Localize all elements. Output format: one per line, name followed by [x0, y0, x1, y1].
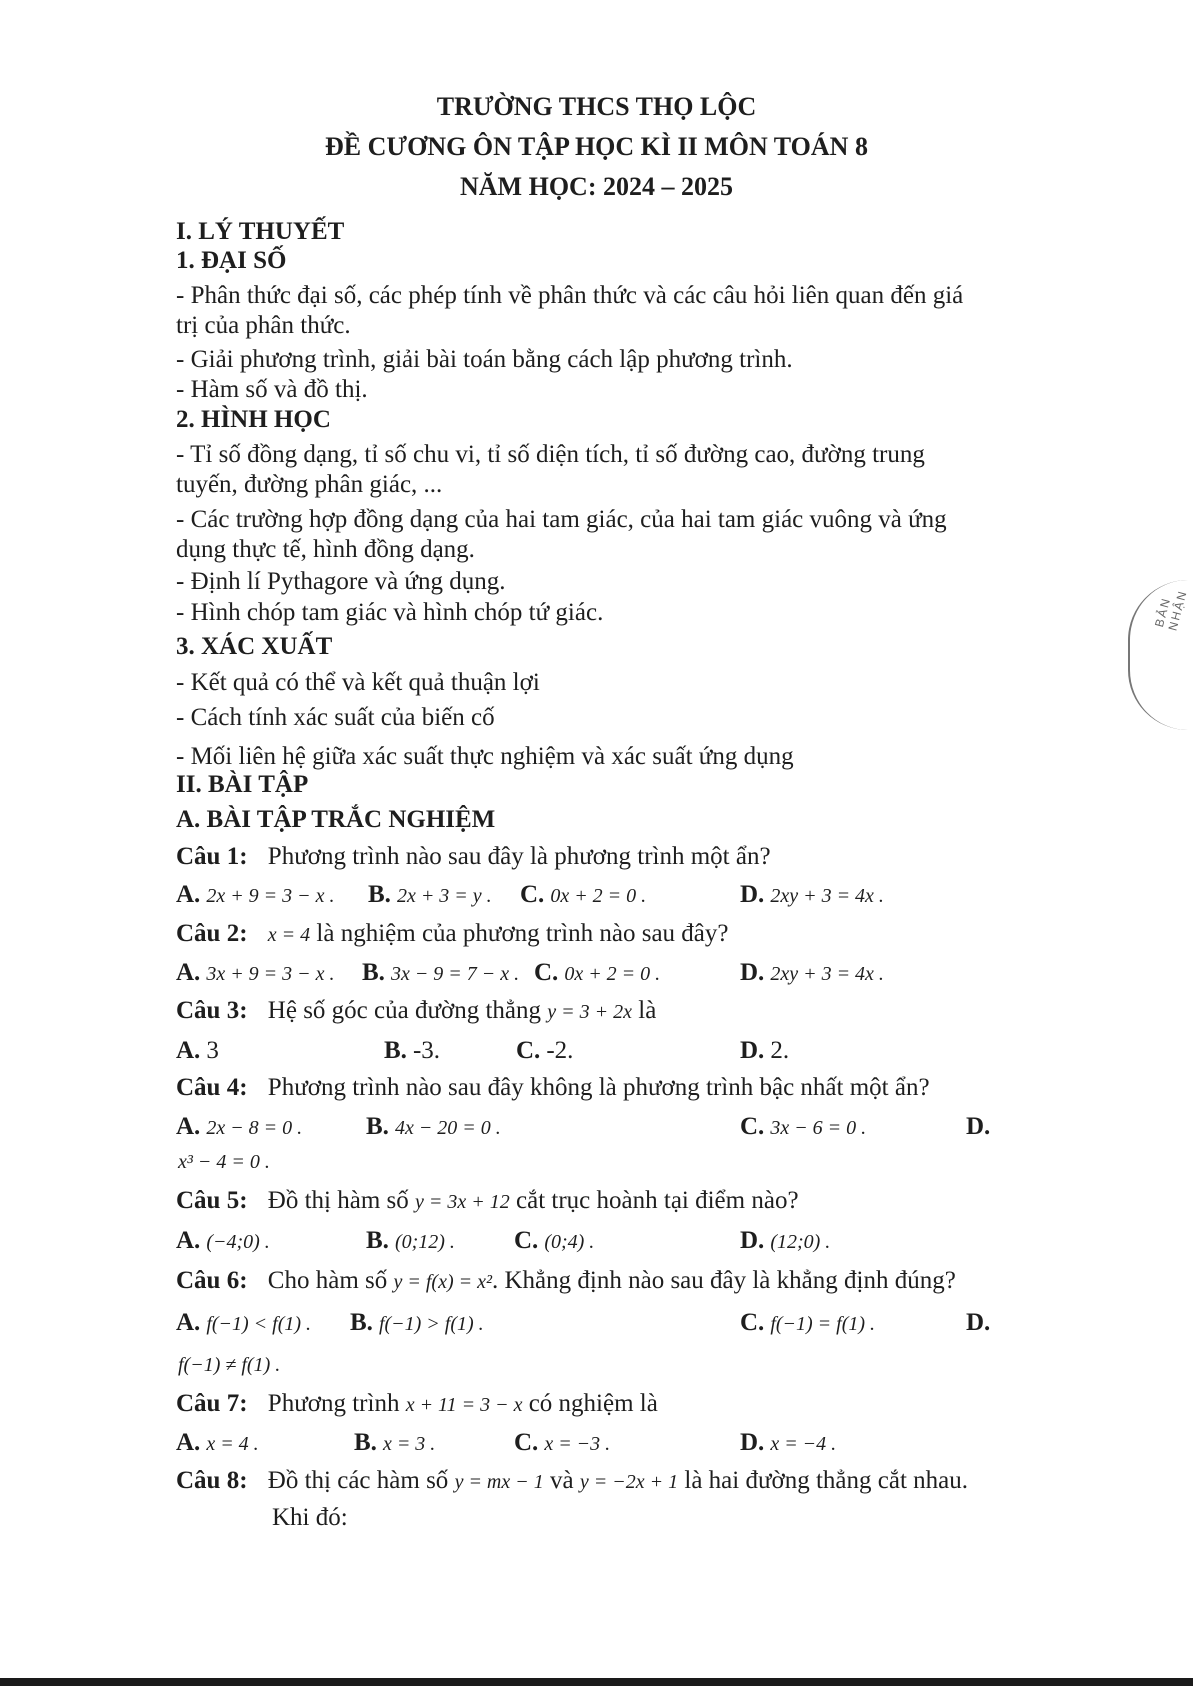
option-c: C. -2. — [516, 1037, 574, 1064]
question-label: Câu 4: — [176, 1074, 248, 1101]
option-b: B. f(−1) > f(1) . — [350, 1309, 484, 1336]
probability-heading: 3. XÁC XUẤT — [176, 633, 333, 660]
geometry-item: dụng thực tế, hình đồng dạng. — [176, 536, 475, 563]
option-c: C. 0x + 2 = 0 . — [520, 881, 647, 908]
question-5 — [176, 1186, 799, 1217]
geometry-item: - Tỉ số đồng dạng, tỉ số chu vi, tỉ số diện tích, tỉ số đường cao, đường trung — [176, 441, 925, 468]
algebra-item: - Hàm số và đồ thị. — [176, 376, 368, 403]
question-math: x = 4 — [267, 924, 311, 946]
question-text-end: cắt trục hoành tại điểm nào? — [516, 1187, 799, 1214]
question-text: là nghiệm của phương trình nào sau đây? — [316, 920, 729, 947]
probability-item: - Cách tính xác suất của biến cố — [176, 704, 495, 731]
question-text: Phương trình nào sau đây là phương trình một ẩn? — [267, 843, 771, 870]
option-a: A. f(−1) < f(1) . — [176, 1309, 312, 1336]
option-b: B. 3x − 9 = 7 − x . — [362, 959, 520, 986]
option-a: A. 3 — [176, 1037, 219, 1064]
question-math: y = mx − 1 — [454, 1471, 544, 1493]
theory-heading: I. LÝ THUYẾT — [176, 218, 345, 245]
option-b: B. (0;12) . — [366, 1227, 455, 1254]
option-b: B. 2x + 3 = y . — [368, 881, 492, 908]
question-text: Đồ thị các hàm số — [267, 1467, 449, 1494]
algebra-item: trị của phân thức. — [176, 312, 351, 339]
geometry-item: - Hình chóp tam giác và hình chóp tứ giác. — [176, 599, 604, 626]
question-text-end: . Khẳng định nào sau đây là khẳng định đúng? — [492, 1267, 956, 1294]
question-text-mid: và — [550, 1467, 574, 1494]
algebra-heading: 1. ĐẠI SỐ — [176, 247, 287, 274]
geometry-item: - Định lí Pythagore và ứng dụng. — [176, 568, 506, 595]
question-7 — [176, 1389, 658, 1420]
stamp-mark: BẢN NHẬN — [1128, 580, 1193, 730]
question-label: Câu 2: — [176, 920, 248, 947]
mc-heading: A. BÀI TẬP TRẮC NGHIỆM — [176, 806, 496, 833]
question-text: Phương trình — [267, 1390, 400, 1417]
option-d-value: x³ − 4 = 0 . — [178, 1151, 270, 1173]
algebra-item: - Giải phương trình, giải bài toán bằng cách lập phương trình. — [176, 346, 793, 373]
question-text: Phương trình nào sau đây không là phương trình bậc nhất một ẩn? — [267, 1074, 930, 1101]
option-c: C. 3x − 6 = 0 . — [740, 1113, 867, 1140]
option-d: D. 2. — [740, 1037, 790, 1064]
school-year: NĂM HỌC: 2024 – 2025 — [460, 172, 733, 201]
option-d: D. 2xy + 3 = 4x . — [740, 881, 884, 908]
question-text: Đồ thị hàm số — [267, 1187, 409, 1214]
question-text-end: là — [638, 997, 657, 1024]
probability-item: - Kết quả có thể và kết quả thuận lợi — [176, 669, 540, 696]
question-math: x + 11 = 3 − x — [405, 1394, 523, 1416]
document-title: ĐỀ CƯƠNG ÔN TẬP HỌC KÌ II MÔN TOÁN 8 — [325, 132, 868, 161]
option-d: D. — [966, 1113, 991, 1140]
option-d: D. — [966, 1309, 991, 1336]
option-c: C. 0x + 2 = 0 . — [534, 959, 661, 986]
school-name: TRƯỜNG THCS THỌ LỘC — [436, 92, 757, 121]
question-math: y = 3 + 2x — [547, 1001, 633, 1023]
geometry-item: tuyến, đường phân giác, ... — [176, 471, 443, 498]
option-a: A. 2x + 9 = 3 − x . — [176, 881, 335, 908]
question-3 — [176, 996, 656, 1027]
option-a: A. (−4;0) . — [176, 1227, 270, 1254]
question-label: Câu 6: — [176, 1267, 248, 1294]
question-8-continuation: Khi đó: — [272, 1504, 348, 1531]
question-6 — [176, 1266, 956, 1297]
option-b: B. -3. — [384, 1037, 441, 1064]
question-math: y = 3x + 12 — [415, 1191, 510, 1213]
question-label: Câu 1: — [176, 843, 248, 870]
question-math-2: y = −2x + 1 — [579, 1471, 679, 1493]
option-d: D. 2xy + 3 = 4x . — [740, 959, 884, 986]
geometry-item: - Các trường hợp đồng dạng của hai tam giác, của hai tam giác vuông và ứng — [176, 506, 947, 533]
option-b: B. x = 3 . — [354, 1429, 436, 1456]
geometry-heading: 2. HÌNH HỌC — [176, 406, 331, 433]
option-c: C. x = −3 . — [514, 1429, 611, 1456]
question-label: Câu 7: — [176, 1390, 248, 1417]
question-label: Câu 8: — [176, 1467, 248, 1494]
option-c: C. f(−1) = f(1) . — [740, 1309, 876, 1336]
option-b: B. 4x − 20 = 0 . — [366, 1113, 501, 1140]
question-text: Cho hàm số — [267, 1267, 388, 1294]
scan-edge — [0, 1678, 1193, 1686]
question-math: y = f(x) = x² — [393, 1271, 492, 1293]
option-d-value: f(−1) ≠ f(1) . — [178, 1354, 281, 1376]
probability-item: - Mối liên hệ giữa xác suất thực nghiệm và xác suất ứng dụng — [176, 743, 794, 770]
algebra-item: - Phân thức đại số, các phép tính về phân thức và các câu hỏi liên quan đến giá — [176, 282, 964, 309]
option-a: A. x = 4 . — [176, 1429, 259, 1456]
exercises-heading: II. BÀI TẬP — [176, 771, 309, 798]
question-8 — [176, 1466, 968, 1497]
question-4 — [176, 1073, 930, 1103]
question-2 — [176, 919, 729, 950]
question-label: Câu 5: — [176, 1187, 248, 1214]
option-d: D. x = −4 . — [740, 1429, 837, 1456]
question-text-end: có nghiệm là — [528, 1390, 658, 1417]
option-a: A. 2x − 8 = 0 . — [176, 1113, 303, 1140]
question-text: Hệ số góc của đường thẳng — [267, 997, 542, 1024]
question-text-end: là hai đường thẳng cắt nhau. — [684, 1467, 969, 1494]
question-label: Câu 3: — [176, 997, 248, 1024]
question-1 — [176, 842, 771, 872]
option-a: A. 3x + 9 = 3 − x . — [176, 959, 335, 986]
option-c: C. (0;4) . — [514, 1227, 595, 1254]
option-d: D. (12;0) . — [740, 1227, 831, 1254]
